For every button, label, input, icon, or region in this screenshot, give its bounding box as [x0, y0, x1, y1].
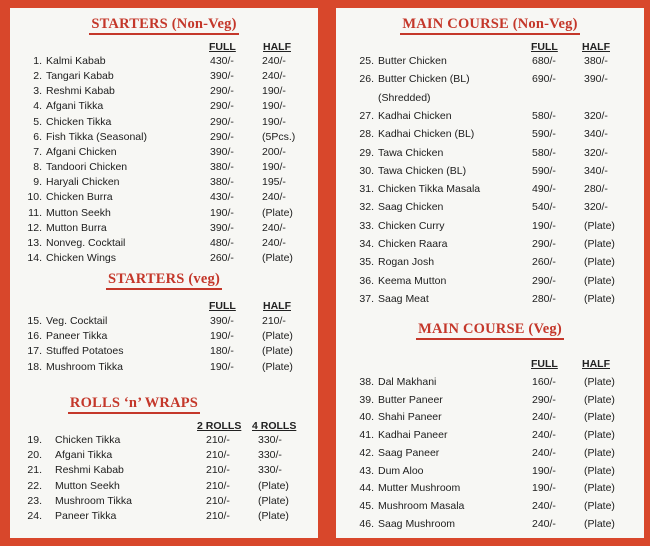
item-price-half: (Plate)	[262, 360, 293, 373]
menu-item-row	[10, 207, 318, 222]
item-name: Nonveg. Cocktail	[46, 236, 126, 249]
menu-item-row	[10, 480, 318, 495]
menu-item-row	[10, 176, 318, 191]
item-price-half: 240/-	[262, 221, 286, 234]
item-price-full: 590/-	[532, 128, 556, 141]
item-name: Stuffed Potatoes	[46, 345, 124, 358]
menu-item-row	[10, 191, 318, 206]
item-name: Saag Chicken	[378, 201, 444, 214]
right-menu-panel	[336, 8, 644, 538]
item-number: 18.	[27, 360, 42, 373]
item-number: 24.	[27, 510, 42, 522]
menu-item-row	[10, 495, 318, 510]
item-name: Afgani Chicken	[46, 145, 117, 158]
item-price-full: 240/-	[532, 517, 556, 530]
menu-item-row	[336, 147, 644, 162]
item-price-half: (Plate)	[584, 429, 615, 442]
menu-item-row	[10, 330, 318, 345]
item-name: Paneer Tikka	[46, 330, 108, 343]
item-number: 17.	[27, 345, 42, 358]
menu-item-row	[10, 464, 318, 479]
item-price-full: 680/-	[532, 55, 556, 67]
item-price-half: 320/-	[584, 146, 608, 159]
item-price-half: (Plate)	[258, 510, 289, 522]
item-number: 37.	[359, 292, 374, 305]
item-name: Saag Meat	[378, 292, 429, 305]
item-number: 27.	[359, 109, 374, 122]
section-title-starters-nonveg: STARTERS (Non-Veg)	[10, 16, 318, 33]
menu-item-row	[336, 128, 644, 143]
item-price-half: (Plate)	[584, 292, 615, 305]
item-name: Paneer Tikka	[55, 510, 117, 522]
menu-item-row	[336, 394, 644, 409]
item-number: 21.	[27, 464, 42, 477]
item-name: Mushroom Masala	[378, 499, 465, 512]
item-number: 35.	[359, 256, 374, 269]
item-price-half: (Plate)	[584, 446, 615, 459]
menu-item-row	[336, 411, 644, 426]
item-number: 12.	[27, 221, 42, 234]
item-price-half: (Plate)	[584, 517, 615, 530]
item-price-full: 190/-	[210, 330, 234, 343]
item-number: 31.	[359, 183, 374, 196]
item-number: 43.	[359, 464, 374, 477]
item-price-half: 240/-	[262, 55, 286, 67]
item-price-full: 190/-	[210, 360, 234, 373]
item-name: Chicken Tikka	[55, 434, 121, 446]
menu-item-row	[336, 73, 644, 88]
section-title-rolls: ROLLS ‘n’ WRAPS	[0, 395, 318, 412]
item-name: Mutton Burra	[46, 221, 107, 234]
menu-item-row	[336, 201, 644, 216]
menu-item-row	[10, 161, 318, 176]
menu-item-row	[10, 361, 318, 376]
item-name: Chicken Curry	[378, 219, 445, 232]
item-price-full: 290/-	[532, 274, 556, 287]
item-price-half: 390/-	[584, 73, 608, 86]
item-price-full: 590/-	[532, 164, 556, 177]
item-name: Veg. Cocktail	[46, 315, 108, 327]
item-price-full: 190/-	[532, 464, 556, 477]
menu-item-row	[336, 447, 644, 462]
item-price-full: 260/-	[532, 256, 556, 269]
item-number: 25.	[359, 55, 374, 67]
item-price-half: (Plate)	[262, 345, 293, 358]
item-price-half: (Plate)	[262, 206, 293, 219]
item-price-full: 430/-	[210, 55, 234, 67]
item-number: 16.	[27, 330, 42, 343]
section-title-starters-veg: STARTERS (veg)	[10, 271, 318, 288]
item-price-full: 580/-	[532, 146, 556, 159]
item-number: 10.	[27, 191, 42, 204]
menu-item-row	[336, 55, 644, 70]
col-header-half: HALF	[582, 358, 610, 370]
item-price-half: 240/-	[262, 70, 286, 83]
item-name: Mutton Seekh	[55, 479, 120, 492]
item-number: 41.	[359, 429, 374, 442]
item-number: 5.	[33, 115, 42, 128]
item-name: Kadhai Chicken	[378, 109, 452, 122]
menu-item-row	[336, 293, 644, 308]
menu-item-row	[336, 220, 644, 235]
item-number: 1.	[33, 55, 42, 67]
item-price-half: 240/-	[262, 236, 286, 249]
item-name: Chicken Burra	[46, 191, 113, 204]
item-price-full: 290/-	[210, 130, 234, 143]
section-title-main-nonveg: MAIN COURSE (Non-Veg)	[336, 16, 644, 33]
item-number: 30.	[359, 164, 374, 177]
item-number: 29.	[359, 146, 374, 159]
item-price-full: 290/-	[532, 238, 556, 250]
item-price-full: 190/-	[532, 482, 556, 495]
menu-item-row	[10, 146, 318, 161]
left-menu-panel	[10, 8, 318, 538]
menu-item-row	[10, 100, 318, 115]
menu-item-row	[336, 429, 644, 444]
item-name: Afgani Tikka	[55, 449, 113, 462]
item-price-full: 210/-	[206, 510, 230, 522]
item-price-full: 210/-	[206, 449, 230, 462]
item-price-full: 240/-	[532, 499, 556, 512]
item-price-full: 430/-	[210, 191, 234, 204]
col-header-half: HALF	[263, 300, 291, 312]
item-price-half: (Plate)	[584, 411, 615, 424]
item-price-full: 210/-	[206, 434, 230, 446]
menu-item-row	[336, 500, 644, 515]
item-price-full: 690/-	[532, 73, 556, 86]
col-header-2-rolls: 2 ROLLS	[197, 420, 242, 432]
menu-item-row	[336, 518, 644, 533]
item-price-full: 390/-	[210, 70, 234, 83]
item-name: Kadhai Chicken (BL)	[378, 128, 475, 141]
item-price-half: 240/-	[262, 191, 286, 204]
item-name: Fish Tikka (Seasonal)	[46, 130, 147, 143]
item-name: Chicken Raara	[378, 238, 448, 250]
menu-item-row	[10, 131, 318, 146]
item-number: 44.	[359, 482, 374, 495]
menu-item-row	[10, 449, 318, 464]
item-name: Tawa Chicken (BL)	[378, 164, 467, 177]
item-price-half: (Plate)	[584, 482, 615, 495]
item-price-half: (Plate)	[262, 251, 293, 264]
item-price-full: 260/-	[210, 251, 234, 264]
item-number: 9.	[33, 176, 42, 189]
menu-item-row	[336, 165, 644, 180]
item-price-half: 380/-	[584, 55, 608, 67]
item-name: Chicken Wings	[46, 251, 117, 264]
menu-item-row	[10, 237, 318, 252]
item-price-full: 190/-	[210, 206, 234, 219]
item-price-half: 210/-	[262, 315, 286, 327]
menu-item-row	[336, 92, 644, 107]
item-price-half: 200/-	[262, 145, 286, 158]
item-number: 39.	[359, 393, 374, 406]
item-name: Tawa Chicken	[378, 146, 444, 159]
menu-item-row	[336, 465, 644, 480]
item-price-full: 390/-	[210, 221, 234, 234]
item-number: 19.	[27, 434, 42, 446]
item-name: Dal Makhani	[378, 376, 437, 388]
item-number: 42.	[359, 446, 374, 459]
item-price-half: 320/-	[584, 201, 608, 214]
item-price-full: 240/-	[532, 411, 556, 424]
item-price-half: (Plate)	[262, 330, 293, 343]
item-price-full: 290/-	[210, 100, 234, 113]
item-price-full: 240/-	[532, 446, 556, 459]
item-number: 26.	[359, 73, 374, 86]
item-name: Kalmi Kabab	[46, 55, 106, 67]
item-name: Tangari Kabab	[46, 70, 114, 83]
section-title-main-veg: MAIN COURSE (Veg)	[336, 321, 644, 338]
item-price-full: 280/-	[532, 292, 556, 305]
item-name: Kadhai Paneer	[378, 429, 448, 442]
item-price-full: 160/-	[532, 376, 556, 388]
menu-item-row	[336, 183, 644, 198]
item-number: 6.	[33, 130, 42, 143]
item-price-full: 490/-	[532, 183, 556, 196]
item-number: 14.	[27, 251, 42, 264]
item-price-half: 330/-	[258, 434, 282, 446]
col-header-full: FULL	[531, 41, 558, 53]
item-price-half: 340/-	[584, 128, 608, 141]
col-header-full: FULL	[209, 41, 236, 53]
menu-item-row	[336, 376, 644, 391]
item-price-half: 190/-	[262, 100, 286, 113]
menu-item-row	[10, 55, 318, 70]
item-price-half: (5Pcs.)	[262, 130, 296, 143]
item-name: (Shredded)	[378, 91, 431, 104]
item-price-half: 190/-	[262, 85, 286, 98]
item-number: 2.	[33, 70, 42, 83]
item-price-half: (Plate)	[584, 499, 615, 512]
item-price-full: 380/-	[210, 176, 234, 189]
col-header-full: FULL	[209, 300, 236, 312]
item-price-half: (Plate)	[584, 274, 615, 287]
item-number: 45.	[359, 499, 374, 512]
item-price-half: 280/-	[584, 183, 608, 196]
menu-item-row	[10, 315, 318, 330]
item-price-full: 390/-	[210, 315, 234, 327]
item-name: Mutter Mushroom	[378, 482, 461, 495]
item-name: Rogan Josh	[378, 256, 435, 269]
item-price-full: 480/-	[210, 236, 234, 249]
item-price-full: 210/-	[206, 464, 230, 477]
col-header-4-rolls: 4 ROLLS	[252, 420, 297, 432]
menu-item-row	[10, 252, 318, 267]
item-price-full: 290/-	[210, 85, 234, 98]
item-name: Mutton Seekh	[46, 206, 111, 219]
item-number: 32.	[359, 201, 374, 214]
menu-item-row	[336, 275, 644, 290]
item-number: 36.	[359, 274, 374, 287]
item-name: Haryali Chicken	[46, 176, 120, 189]
item-name: Butter Chicken	[378, 55, 447, 67]
item-price-full: 580/-	[532, 109, 556, 122]
item-price-half: 190/-	[262, 115, 286, 128]
item-price-full: 290/-	[532, 393, 556, 406]
item-number: 20.	[27, 449, 42, 462]
menu-item-row	[10, 70, 318, 85]
menu-item-row	[10, 116, 318, 131]
item-number: 23.	[27, 494, 42, 507]
item-name: Butter Chicken (BL)	[378, 73, 470, 86]
item-price-full: 240/-	[532, 429, 556, 442]
item-number: 8.	[33, 161, 42, 174]
item-name: Saag Paneer	[378, 446, 440, 459]
item-number: 11.	[28, 206, 42, 219]
item-price-full: 380/-	[210, 161, 234, 174]
item-name: Keema Mutton	[378, 274, 447, 287]
item-price-half: 340/-	[584, 164, 608, 177]
item-number: 33.	[359, 219, 374, 232]
item-number: 7.	[33, 145, 42, 158]
col-header-full: FULL	[531, 358, 558, 370]
item-name: Tandoori Chicken	[46, 161, 128, 174]
item-price-full: 290/-	[210, 115, 234, 128]
menu-item-row	[336, 256, 644, 271]
item-price-half: 195/-	[262, 176, 286, 189]
menu-item-row	[336, 482, 644, 497]
item-price-full: 390/-	[210, 145, 234, 158]
item-number: 4.	[33, 100, 42, 113]
item-name: Mushroom Tikka	[46, 360, 124, 373]
item-number: 15.	[27, 315, 42, 327]
item-number: 46.	[359, 517, 374, 530]
menu-item-row	[10, 222, 318, 237]
item-number: 38.	[359, 376, 374, 388]
item-name: Reshmi Kabab	[46, 85, 115, 98]
item-price-full: 190/-	[532, 219, 556, 232]
item-name: Mushroom Tikka	[55, 494, 133, 507]
item-price-half: (Plate)	[584, 464, 615, 477]
item-number: 13.	[27, 236, 42, 249]
item-name: Butter Paneer	[378, 393, 443, 406]
col-header-half: HALF	[582, 41, 610, 53]
item-price-full: 180/-	[210, 345, 234, 358]
item-price-full: 540/-	[532, 201, 556, 214]
item-price-half: 190/-	[262, 161, 286, 174]
item-price-full: 210/-	[206, 479, 230, 492]
item-price-half: (Plate)	[258, 479, 289, 492]
item-number: 3.	[33, 85, 42, 98]
item-name: Afgani Tikka	[46, 100, 104, 113]
menu-item-row	[10, 510, 318, 525]
item-price-half: 330/-	[258, 464, 282, 477]
item-number: 28.	[359, 128, 374, 141]
item-price-half: (Plate)	[258, 494, 289, 507]
menu-item-row	[336, 238, 644, 253]
menu-item-row	[10, 345, 318, 360]
item-price-half: 330/-	[258, 449, 282, 462]
item-price-half: (Plate)	[584, 219, 615, 232]
item-price-full: 210/-	[206, 494, 230, 507]
menu-item-row	[10, 434, 318, 449]
item-price-half: (Plate)	[584, 238, 615, 250]
menu-item-row	[10, 85, 318, 100]
item-name: Dum Aloo	[378, 464, 424, 477]
item-name: Shahi Paneer	[378, 411, 442, 424]
item-price-half: (Plate)	[584, 393, 615, 406]
item-name: Reshmi Kabab	[55, 464, 124, 477]
item-number: 22.	[27, 479, 42, 492]
menu-item-row	[336, 110, 644, 125]
item-name: Saag Mushroom	[378, 517, 456, 530]
item-number: 40.	[359, 411, 374, 424]
item-name: Chicken Tikka	[46, 115, 112, 128]
item-price-half: (Plate)	[584, 376, 615, 388]
item-number: 34.	[359, 238, 374, 250]
item-price-half: 320/-	[584, 109, 608, 122]
col-header-half: HALF	[263, 41, 291, 53]
item-price-half: (Plate)	[584, 256, 615, 269]
item-name: Chicken Tikka Masala	[378, 183, 481, 196]
